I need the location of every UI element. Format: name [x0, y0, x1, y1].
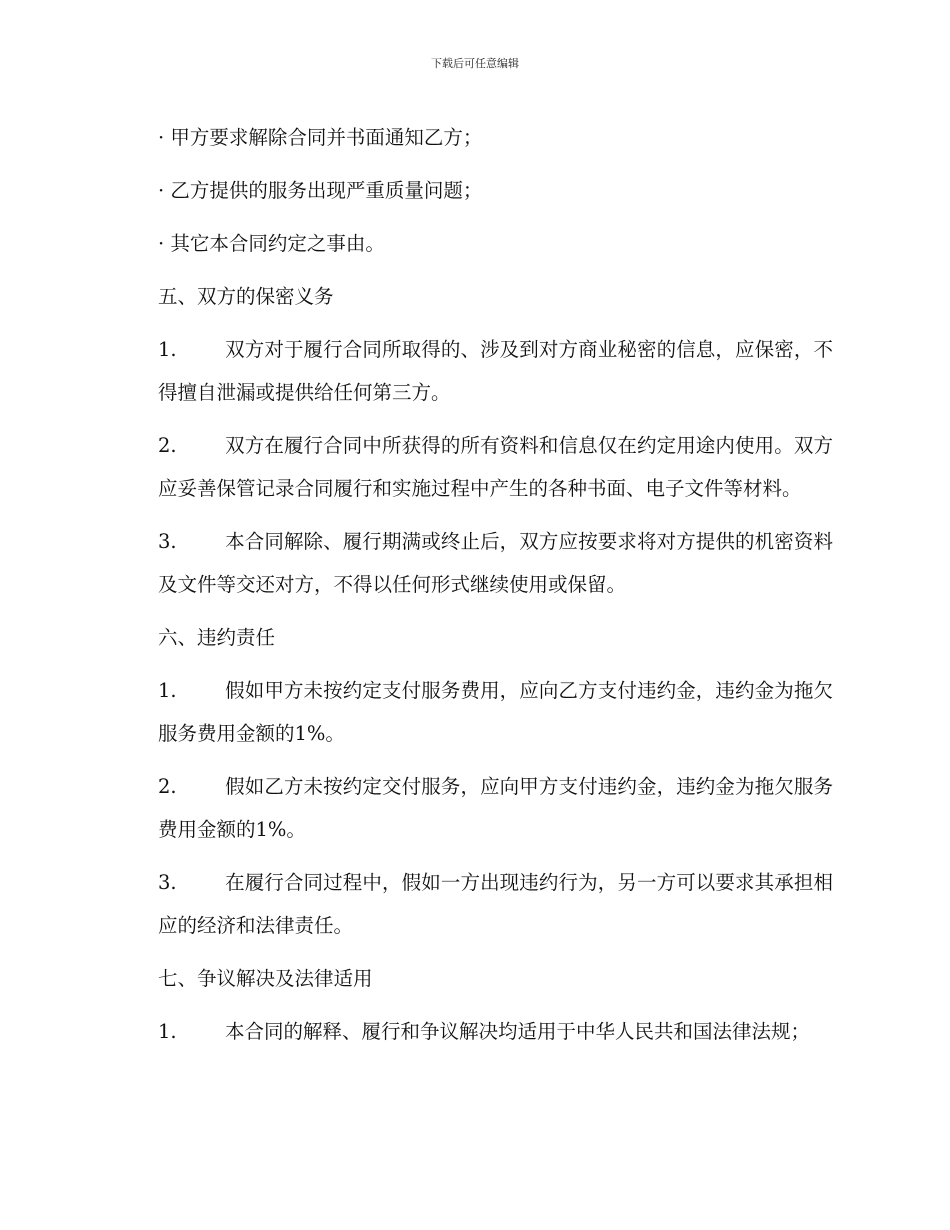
item-number: 1. — [158, 338, 177, 361]
bullet-paragraph: · 乙方提供的服务出现严重质量问题； — [158, 179, 483, 202]
numbered-paragraph — [113, 765, 833, 851]
item-number: 1. — [158, 679, 177, 702]
numbered-paragraph — [113, 328, 833, 414]
section-heading: 五、双方的保密义务 — [158, 285, 334, 308]
bullet-paragraph: · 其它本合同约定之事由。 — [158, 232, 385, 255]
numbered-paragraph — [113, 424, 833, 510]
item-number: 2. — [158, 434, 177, 457]
item-number: 3. — [158, 530, 177, 553]
item-text: 假如甲方未按约定支付服务费用，应向乙方支付违约金，违约金为拖欠服务费用金额的1%。 — [158, 679, 833, 745]
item-number: 2. — [158, 775, 177, 798]
page-header: 下载后可任意编辑 — [431, 57, 519, 70]
numbered-paragraph — [113, 861, 833, 947]
numbered-paragraph — [113, 1010, 833, 1053]
item-number: 1. — [158, 1020, 177, 1043]
document-body — [113, 116, 833, 1063]
item-text: 在履行合同过程中，假如一方出现违约行为，另一方可以要求其承担相应的经济和法律责任。 — [158, 871, 833, 937]
item-text: 假如乙方未按约定交付服务，应向甲方支付违约金，违约金为拖欠服务费用金额的1%。 — [158, 775, 833, 841]
item-text: 双方对于履行合同所取得的、涉及到对方商业秘密的信息，应保密，不得擅自泄漏或提供给任何第三方。 — [158, 338, 833, 404]
numbered-paragraph — [113, 520, 833, 606]
section-heading: 七、争议解决及法律适用 — [158, 967, 373, 990]
item-text: 双方在履行合同中所获得的所有资料和信息仅在约定用途内使用。双方应妥善保管记录合同履行和实施过程中产生的各种书面、电子文件等材料。 — [158, 434, 833, 500]
item-text: 本合同的解释、履行和争议解决均适用于中华人民共和国法律法规； — [225, 1020, 811, 1043]
item-number: 3. — [158, 871, 177, 894]
bullet-paragraph: · 甲方要求解除合同并书面通知乙方； — [158, 126, 483, 149]
numbered-paragraph — [113, 669, 833, 755]
item-text: 本合同解除、履行期满或终止后，双方应按要求将对方提供的机密资料及文件等交还对方，不得以任何形式继续使用或保留。 — [158, 530, 833, 596]
section-heading: 六、违约责任 — [158, 626, 276, 649]
